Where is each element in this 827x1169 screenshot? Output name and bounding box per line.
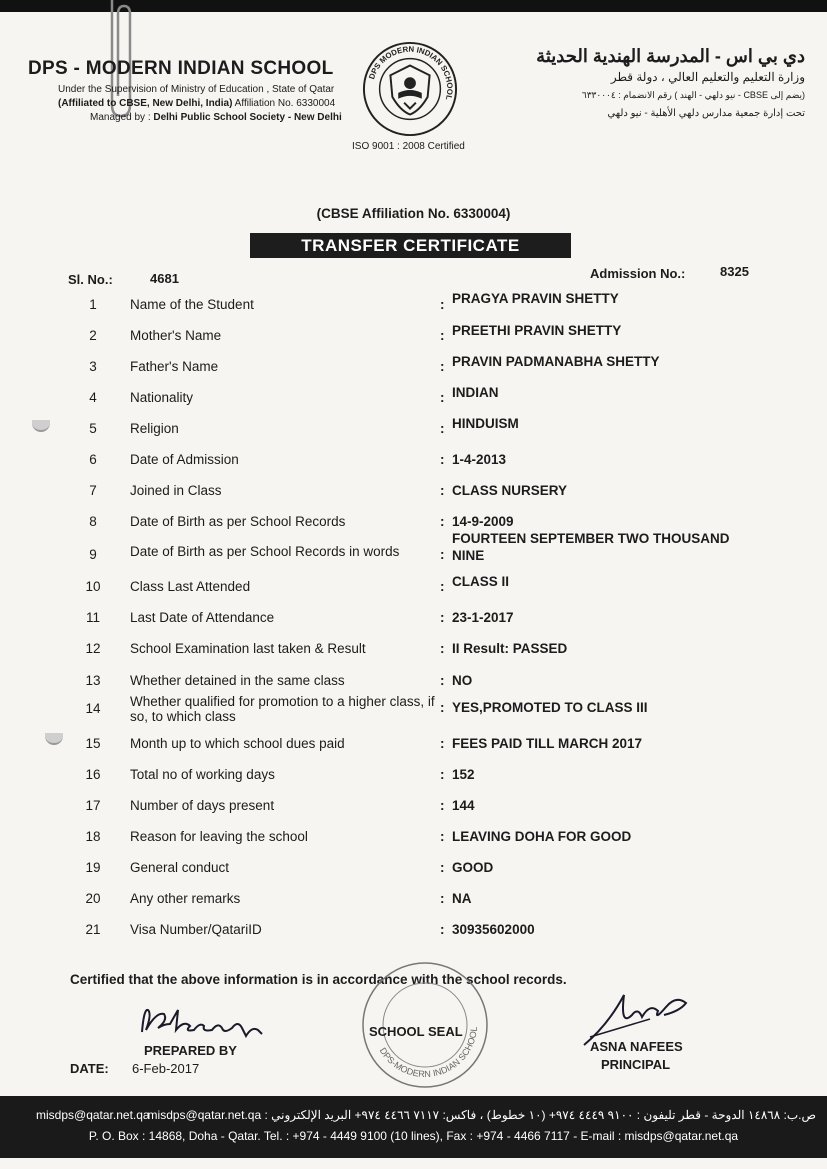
admission-number-label: Admission No.:	[590, 266, 686, 281]
field-value: CLASS NURSERY	[452, 483, 568, 498]
field-row: 9 Date of Birth as per School Records in words : FOURTEEN SEPTEMBER TWO THOUSAND NINE	[0, 537, 827, 573]
prepared-by-label: PREPARED BY	[144, 1043, 237, 1058]
managed-by-society: Delhi Public School Society - New Delhi	[153, 112, 342, 123]
field-number: 16	[85, 767, 101, 782]
field-row: 3 Father's Name : PRAVIN PADMANABHA SHETTY	[0, 352, 827, 382]
principal-title: PRINCIPAL	[601, 1057, 671, 1072]
field-label: Father's Name	[130, 359, 219, 374]
field-row: 18 Reason for leaving the school : LEAVING DOHA FOR GOOD	[0, 822, 827, 852]
field-label: Whether detained in the same class	[130, 673, 345, 688]
field-label: Joined in Class	[130, 483, 222, 498]
cbse-affiliation-line: (CBSE Affiliation No. 6330004)	[316, 206, 511, 221]
field-row: 16 Total no of working days : 152	[0, 760, 827, 790]
field-row: 21 Visa Number/QatariID : 30935602000	[0, 915, 827, 945]
field-value: PRAVIN PADMANABHA SHETTY	[452, 354, 660, 369]
field-row: 7 Joined in Class : CLASS NURSERY	[0, 476, 827, 506]
managed-by-prefix: Managed by :	[90, 112, 154, 123]
field-label: General conduct	[130, 860, 230, 875]
field-label: Number of days present	[130, 798, 275, 813]
footer-contact-bar	[0, 1096, 827, 1158]
field-row: 14 Whether qualified for promotion to a higher class, if so, to which class : YES,PROMOTED TO CLASS III	[0, 687, 827, 723]
field-number: 12	[85, 641, 101, 656]
field-value: 14-9-2009	[452, 514, 514, 529]
field-number: 17	[85, 798, 101, 813]
field-row: 4 Nationality : INDIAN	[0, 383, 827, 413]
field-label: Nationality	[130, 390, 194, 405]
school-seal-label: SCHOOL SEAL	[369, 1024, 463, 1039]
field-row: 6 Date of Admission : 1-4-2013	[0, 445, 827, 475]
field-row: 2 Mother's Name : PREETHI PRAVIN SHETTY	[0, 321, 827, 351]
field-value: NO	[452, 673, 473, 688]
field-number: 2	[89, 328, 97, 343]
field-label: Month up to which school dues paid	[130, 736, 345, 751]
field-value: FOURTEEN SEPTEMBER TWO THOUSAND NINE	[452, 531, 730, 563]
field-number: 21	[85, 922, 101, 937]
field-label: Mother's Name	[130, 328, 222, 343]
field-number: 11	[85, 610, 100, 625]
field-row: 19 General conduct : GOOD	[0, 853, 827, 883]
field-value: INDIAN	[452, 385, 499, 400]
field-label: Reason for leaving the school	[130, 829, 308, 844]
field-label: Name of the Student	[130, 297, 254, 312]
field-row: 15 Month up to which school dues paid : FEES PAID TILL MARCH 2017	[0, 729, 827, 759]
managed-by-line-arabic: تحت إدارة جمعية مدارس دلهي الأهلية - نيو دلهي	[607, 108, 805, 119]
field-value: PREETHI PRAVIN SHETTY	[452, 323, 622, 338]
field-value: NA	[452, 891, 472, 906]
field-row: 20 Any other remarks : NA	[0, 884, 827, 914]
field-label: Date of Birth as per School Records	[130, 514, 346, 529]
field-value: 152	[452, 767, 475, 782]
affiliation-line-arabic: (يضم إلى CBSE - نيو دلهي - الهند ) رقم الانضمام : ٦٣٣٠٠٠٤	[581, 90, 805, 100]
field-label: Whether qualified for promotion to a higher class, if so, to which class	[130, 694, 435, 724]
field-value: YES,PROMOTED TO CLASS III	[452, 700, 648, 715]
affiliation-line-rest: Affiliation No. 6330004	[232, 98, 336, 109]
serial-number-label: Sl. No.:	[68, 272, 113, 287]
field-label: School Examination last taken & Result	[130, 641, 366, 656]
footer-email: misdps@qatar.net.qa	[36, 1108, 150, 1122]
field-label: Visa Number/QatariID	[130, 922, 262, 937]
field-row: 11 Last Date of Attendance : 23-1-2017	[0, 603, 827, 633]
certificate-title: TRANSFER CERTIFICATE	[250, 233, 571, 258]
field-number: 1	[89, 297, 97, 312]
field-label: Class Last Attended	[130, 579, 251, 594]
field-label: Date of Admission	[130, 452, 239, 467]
date-label: DATE:	[70, 1061, 109, 1076]
field-value: HINDUISM	[452, 416, 519, 431]
field-label: Any other remarks	[130, 891, 241, 906]
iso-certified-text: ISO 9001 : 2008 Certified	[352, 141, 465, 152]
field-value: II Result: PASSED	[452, 641, 568, 656]
field-number: 4	[89, 390, 97, 405]
field-label: Date of Birth as per School Records in words	[130, 544, 400, 559]
school-emblem-logo	[361, 40, 459, 138]
field-row: 12 School Examination last taken & Result : II Result: PASSED	[0, 634, 827, 664]
seal-ring-text: DPS-MODERN INDIAN SCHOOL	[377, 1026, 480, 1080]
field-row: 8 Date of Birth as per School Records : 14-9-2009	[0, 507, 827, 537]
field-value: LEAVING DOHA FOR GOOD	[452, 829, 632, 844]
field-number: 20	[85, 891, 101, 906]
field-value: 30935602000	[452, 922, 535, 937]
field-value: 1-4-2013	[452, 452, 507, 467]
field-number: 19	[85, 860, 101, 875]
managed-by-line	[90, 112, 342, 123]
field-row: 13 Whether detained in the same class : NO	[0, 666, 827, 696]
school-name-english: DPS - MODERN INDIAN SCHOOL	[28, 58, 334, 79]
field-number: 6	[89, 452, 97, 467]
supervision-line: Under the Supervision of Ministry of Education , State of Qatar	[58, 84, 335, 95]
field-number: 3	[89, 359, 97, 374]
footer-contact-english: P. O. Box : 14868, Doha - Qatar. Tel. : +974 - 4449 9100 (10 lines), Fax : +974 - 4466 7117 - E-mail : misdps@qatar.net.qa	[88, 1129, 739, 1143]
date-value: 6-Feb-2017	[132, 1061, 200, 1076]
ministry-line-arabic: وزارة التعليم والتعليم العالي ، دولة قطر	[610, 70, 805, 84]
emblem-ring-text: DPS MODERN INDIAN SCHOOL	[367, 44, 455, 101]
affiliation-line	[58, 98, 335, 109]
certification-statement: Certified that the above information is in accordance with the school records.	[70, 972, 567, 987]
field-number: 7	[89, 483, 97, 498]
field-number: 8	[89, 514, 97, 529]
field-value: 23-1-2017	[452, 610, 514, 625]
field-label: Religion	[130, 421, 179, 436]
field-number: 13	[85, 673, 101, 688]
field-number: 15	[85, 736, 101, 751]
field-row: 5 Religion : HINDUISM	[0, 414, 827, 444]
field-row: 10 Class Last Attended : CLASS II	[0, 572, 827, 602]
field-number: 18	[85, 829, 101, 844]
field-label: Total no of working days	[130, 767, 275, 782]
field-number: 14	[85, 701, 101, 716]
field-number: 5	[89, 421, 97, 436]
serial-number-value: 4681	[150, 271, 179, 286]
admission-number-value: 8325	[720, 264, 749, 279]
field-label: Last Date of Attendance	[130, 610, 275, 625]
field-number: 9	[89, 547, 97, 562]
field-row: 1 Name of the Student : PRAGYA PRAVIN SHETTY	[0, 290, 827, 320]
field-value: 144	[452, 798, 475, 813]
footer-arabic-contact: ص.ب: ١٤٨٦٨ الدوحة - قطر تليفون : ٩١٠٠ ٤٤٤٩ ٩٧٤+ (١٠ خطوط) ، فاكس: ٧١١٧ ٤٤٦٦ ٩٧٤+ البريد الإلكتروني : misdps@qatar.net.qa	[147, 1108, 816, 1122]
field-number: 10	[85, 579, 101, 594]
school-name-arabic: دي بي اس - المدرسة الهندية الحديثة	[536, 46, 805, 66]
field-value: GOOD	[452, 860, 494, 875]
field-value: PRAGYA PRAVIN SHETTY	[452, 291, 619, 306]
preparer-signature-icon	[134, 1000, 284, 1048]
field-row: 17 Number of days present : 144	[0, 791, 827, 821]
affiliation-line-bold: (Affiliated to CBSE, New Delhi, India)	[58, 98, 233, 109]
field-value: FEES PAID TILL MARCH 2017	[452, 736, 643, 751]
principal-name: ASNA NAFEES	[590, 1039, 683, 1054]
field-value: CLASS II	[452, 574, 510, 589]
